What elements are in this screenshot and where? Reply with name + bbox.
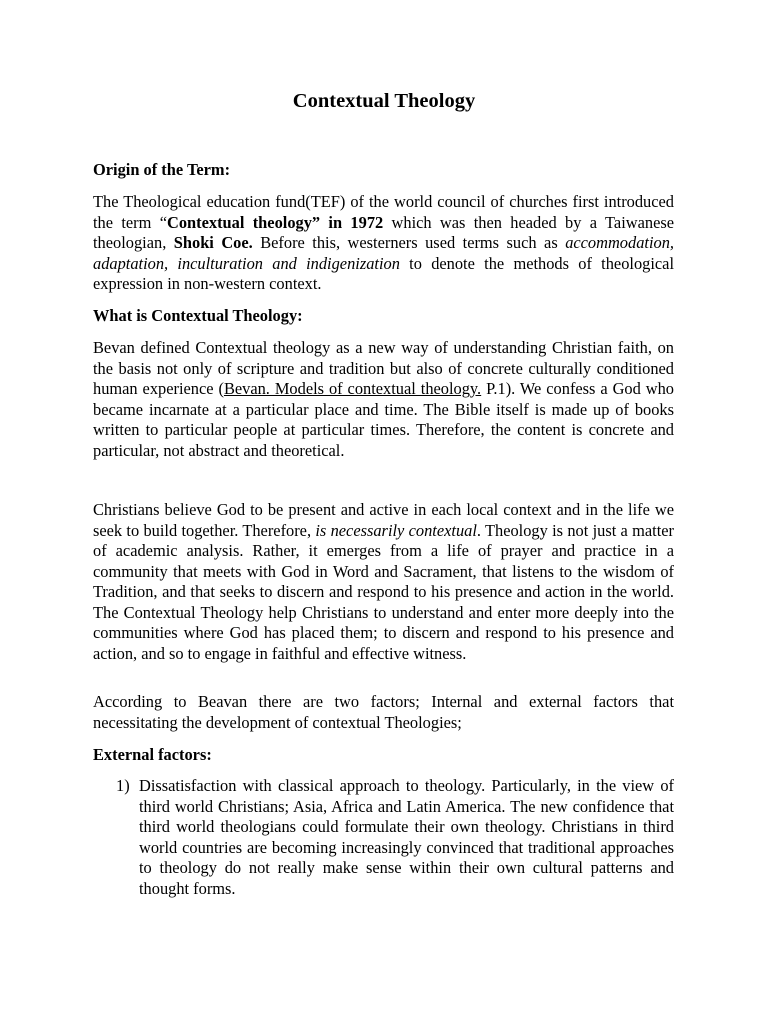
list-number: 1): [116, 776, 130, 795]
italic-terms: accommodation, adaptation, inculturation and indigenization: [93, 233, 674, 273]
text-run: to denote the methods of theological expression in non-western context.: [93, 253, 674, 293]
bold-term: Contextual theology” in 1972: [167, 212, 384, 232]
citation-underlined: Bevan. Models of contextual theology.: [223, 379, 482, 398]
text-run: Before this, westerners used terms such as: [252, 233, 566, 252]
text-run: P.1). We confess a God who became incarnate at a particular place and time. The Bible itself is made up of books written to particular people at particular times. Therefore, the content is concrete and particular, not abstract and theoretical.: [93, 379, 674, 460]
text-run: Christians believe God to be present and active in each local context and in the life we seek to build together. Therefore,: [93, 500, 674, 540]
section-heading-origin: Origin of the Term:: [93, 160, 231, 179]
text-run: . Theology is not just a matter of academic analysis. Rather, it emerges from a life of prayer and practice in a community that meets with God in Word and Sacrament, that listens to the wisdom of Tradition, and that seeks to discern and respond to his presence and action in the world. The Contextual Theology help Christians to understand and enter more deeply into the communities where God has placed them; to discern and respond to his presence and action, and so to engage in faithful and effective witness.: [93, 520, 674, 663]
section-heading-what: What is Contextual Theology:: [93, 306, 303, 325]
list-text: Dissatisfaction with classical approach to theology. Particularly, in the view of third world Christians; Asia, Africa and Latin America. The new confidence that third world theologians could formulate their own theology. Christians in third world countries are becoming increasingly convinced that traditional approaches to theology do not really make sense within their own cultural patterns and thought forms.: [139, 776, 674, 898]
text-run: which was then headed by a Taiwanese theologian,: [93, 212, 674, 252]
paragraph-definition: [93, 338, 674, 461]
italic-phrase: is necessarily contextual: [315, 520, 477, 540]
list-item: [93, 776, 674, 899]
document-title: Contextual Theology: [292, 90, 476, 112]
bold-name: Shoki Coe.: [173, 233, 253, 252]
text-run: The Theological education fund(TEF) of the world council of churches first introduced the term “: [93, 192, 674, 232]
text-run: Bevan defined Contextual theology as a new way of understanding Christian faith, on the basis not only of scripture and tradition but also of concrete culturally conditioned human experience (: [93, 338, 674, 398]
paragraph-factors: According to Beavan there are two factors; Internal and external factors that necessitating the development of contextual Theologies;: [93, 692, 674, 732]
paragraph-origin: [93, 192, 674, 295]
section-heading-external: External factors:: [93, 745, 212, 764]
paragraph-context: [93, 500, 674, 664]
